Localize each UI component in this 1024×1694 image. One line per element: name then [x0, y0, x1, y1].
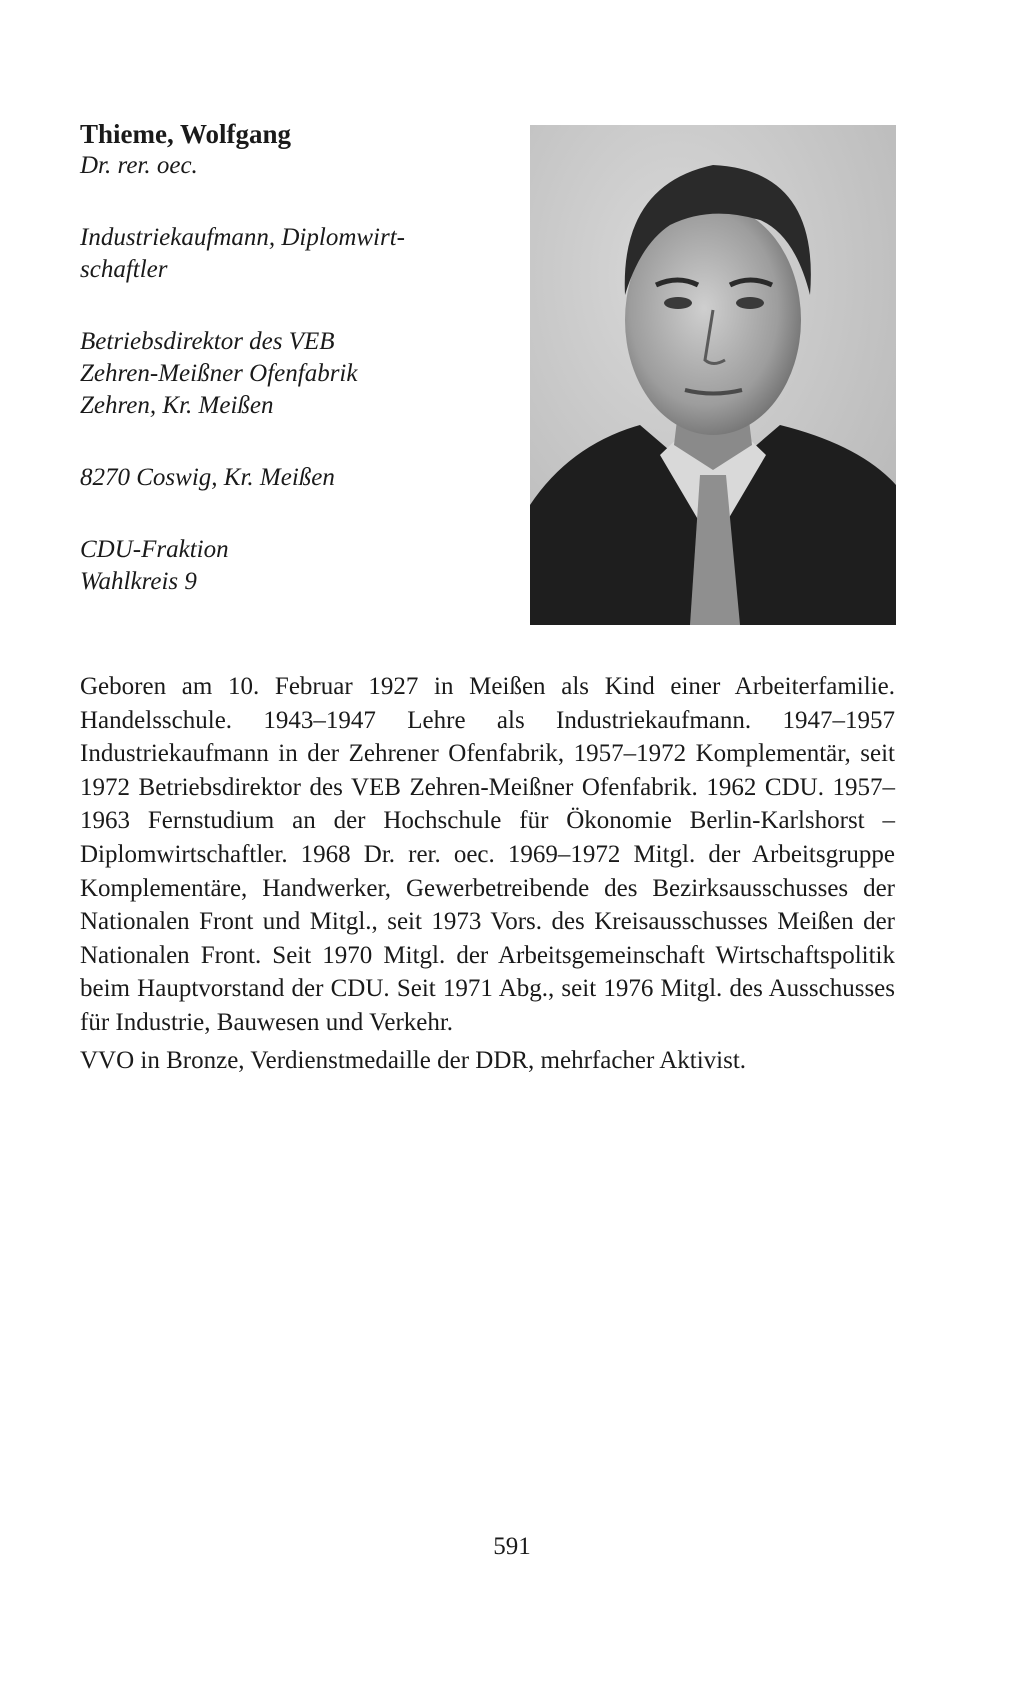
profession-line: Industriekaufmann, Diplomwirt- [80, 224, 405, 251]
position-line: Zehren-Meißner Ofenfabrik [80, 360, 358, 387]
address-block [80, 462, 490, 494]
person-name: Thieme, Wolfgang [80, 119, 292, 149]
academic-title: Dr. rer. oec. [80, 152, 198, 179]
faction-line: CDU-Fraktion [80, 536, 229, 563]
faction-block [80, 534, 490, 598]
portrait-photo [530, 125, 896, 625]
portrait-image [530, 125, 896, 625]
entry-header [80, 118, 490, 598]
awards-text: VVO in Bronze, Verdienstmedaille der DDR, mehrfacher Aktivist. [80, 1047, 747, 1074]
position-line: Betriebsdirektor des VEB [80, 328, 335, 355]
profession-block [80, 222, 490, 286]
constituency-line: Wahlkreis 9 [80, 568, 197, 595]
address-line: 8270 Coswig, Kr. Meißen [80, 464, 335, 491]
profession-line: schaftler [80, 256, 168, 283]
position-line: Zehren, Kr. Meißen [80, 392, 274, 419]
position-block [80, 326, 490, 422]
page-number: 591 [493, 1533, 531, 1560]
biography-text: Geboren am 10. Februar 1927 in Meißen als Kind einer Arbeiterfamilie. Handelsschule. 1943–1947 Lehre als Industriekaufmann. 1947–1957 Industriekaufmann in der Zehrener Ofenfabrik, 1957–1972 Komplementär, seit 1972 Betriebsdirektor des VEB Zehren-Meißner Ofenfabrik. 1962 CDU. 1957–1963 Fernstudium an der Hochschule für Ökonomie Berlin-Karlshorst – Diplomwirtschaftler. 1968 Dr. rer. oec. 1969–1972 Mitgl. der Arbeitsgruppe Komplementäre, Handwerker, Gewerbetreibende des Bezirksausschusses der Nationalen Front und Mitgl., seit 1973 Vors. des Kreisausschusses Meißen der Nationalen Front. Seit 1970 Mitgl. der Arbeitsgemeinschaft Wirtschaftspolitik beim Hauptvorstand der CDU. Seit 1971 Abg., seit 1976 Mitgl. des Ausschusses für Industrie, Bauwesen und Verkehr. [80, 673, 895, 1036]
